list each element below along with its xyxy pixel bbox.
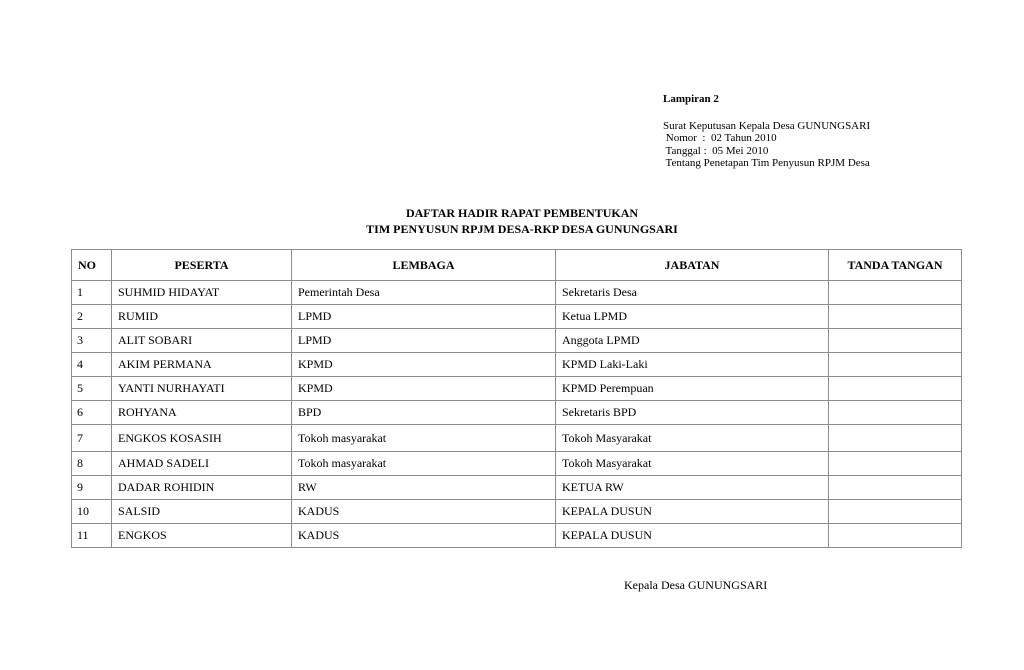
cell-peserta: ENGKOS KOSASIH xyxy=(112,425,292,452)
cell-lembaga: LPMD xyxy=(292,305,556,329)
cell-no: 11 xyxy=(72,524,112,548)
signature-label: Kepala Desa GUNUNGSARI xyxy=(624,578,768,592)
cell-jabatan: Sekretaris BPD xyxy=(556,401,829,425)
cell-no: 3 xyxy=(72,329,112,353)
table-row xyxy=(72,353,962,377)
table-row xyxy=(72,425,962,452)
cell-no: 10 xyxy=(72,500,112,524)
header-no: NO xyxy=(72,250,112,281)
cell-peserta: YANTI NURHAYATI xyxy=(112,377,292,401)
cell-no: 4 xyxy=(72,353,112,377)
annex-line-subject: Tentang Penetapan Tim Penyusun RPJM Desa xyxy=(663,157,870,169)
cell-signature xyxy=(829,377,962,401)
cell-signature xyxy=(829,329,962,353)
table-row xyxy=(72,452,962,476)
cell-signature xyxy=(829,425,962,452)
document-title xyxy=(0,205,1024,237)
cell-peserta: AHMAD SADELI xyxy=(112,452,292,476)
cell-lembaga: KADUS xyxy=(292,500,556,524)
cell-signature xyxy=(829,524,962,548)
table-row xyxy=(72,329,962,353)
header-jabatan: JABATAN xyxy=(556,250,829,281)
table-row xyxy=(72,305,962,329)
header-tanda-tangan: TANDA TANGAN xyxy=(829,250,962,281)
cell-jabatan: KETUA RW xyxy=(556,476,829,500)
cell-jabatan: KEPALA DUSUN xyxy=(556,524,829,548)
table-row xyxy=(72,401,962,425)
cell-lembaga: LPMD xyxy=(292,329,556,353)
table-row xyxy=(72,281,962,305)
cell-jabatan: Anggota LPMD xyxy=(556,329,829,353)
table-row xyxy=(72,476,962,500)
cell-lembaga: KADUS xyxy=(292,524,556,548)
cell-signature xyxy=(829,305,962,329)
cell-lembaga: Pemerintah Desa xyxy=(292,281,556,305)
cell-signature xyxy=(829,401,962,425)
cell-no: 9 xyxy=(72,476,112,500)
cell-jabatan: Sekretaris Desa xyxy=(556,281,829,305)
cell-jabatan: Ketua LPMD xyxy=(556,305,829,329)
cell-lembaga: RW xyxy=(292,476,556,500)
cell-jabatan: Tokoh Masyarakat xyxy=(556,452,829,476)
table-row xyxy=(72,377,962,401)
cell-peserta: RUMID xyxy=(112,305,292,329)
cell-peserta: ENGKOS xyxy=(112,524,292,548)
cell-jabatan: KEPALA DUSUN xyxy=(556,500,829,524)
header-peserta: PESERTA xyxy=(112,250,292,281)
annex-block xyxy=(663,93,870,170)
cell-peserta: SUHMID HIDAYAT xyxy=(112,281,292,305)
cell-jabatan: KPMD Perempuan xyxy=(556,377,829,401)
cell-signature xyxy=(829,452,962,476)
cell-peserta: ROHYANA xyxy=(112,401,292,425)
cell-no: 5 xyxy=(72,377,112,401)
cell-lembaga: KPMD xyxy=(292,353,556,377)
attendance-table xyxy=(71,249,962,548)
annex-line-date: Tanggal : 05 Mei 2010 xyxy=(663,144,769,157)
cell-lembaga: Tokoh masyarakat xyxy=(292,425,556,452)
cell-no: 8 xyxy=(72,452,112,476)
cell-jabatan: KPMD Laki-Laki xyxy=(556,353,829,377)
cell-signature xyxy=(829,353,962,377)
document-title-line-1: DAFTAR HADIR RAPAT PEMBENTUKAN xyxy=(405,206,639,220)
cell-signature xyxy=(829,281,962,305)
cell-lembaga: BPD xyxy=(292,401,556,425)
cell-peserta: ALIT SOBARI xyxy=(112,329,292,353)
cell-signature xyxy=(829,500,962,524)
cell-lembaga: Tokoh masyarakat xyxy=(292,452,556,476)
cell-no: 2 xyxy=(72,305,112,329)
annex-label: Lampiran 2 xyxy=(663,93,719,105)
cell-no: 1 xyxy=(72,281,112,305)
table-row xyxy=(72,524,962,548)
table-row xyxy=(72,500,962,524)
cell-peserta: SALSID xyxy=(112,500,292,524)
annex-line-decree: Surat Keputusan Kepala Desa GUNUNGSARI xyxy=(663,119,871,132)
annex-line-number: Nomor : 02 Tahun 2010 xyxy=(663,132,777,144)
cell-no: 6 xyxy=(72,401,112,425)
table-header-row xyxy=(72,250,962,281)
cell-peserta: DADAR ROHIDIN xyxy=(112,476,292,500)
cell-lembaga: KPMD xyxy=(292,377,556,401)
cell-no: 7 xyxy=(72,425,112,452)
document-title-line-2: TIM PENYUSUN RPJM DESA-RKP DESA GUNUNGSARI xyxy=(366,222,678,236)
cell-peserta: AKIM PERMANA xyxy=(112,353,292,377)
header-lembaga: LEMBAGA xyxy=(292,250,556,281)
cell-jabatan: Tokoh Masyarakat xyxy=(556,425,829,452)
cell-signature xyxy=(829,476,962,500)
